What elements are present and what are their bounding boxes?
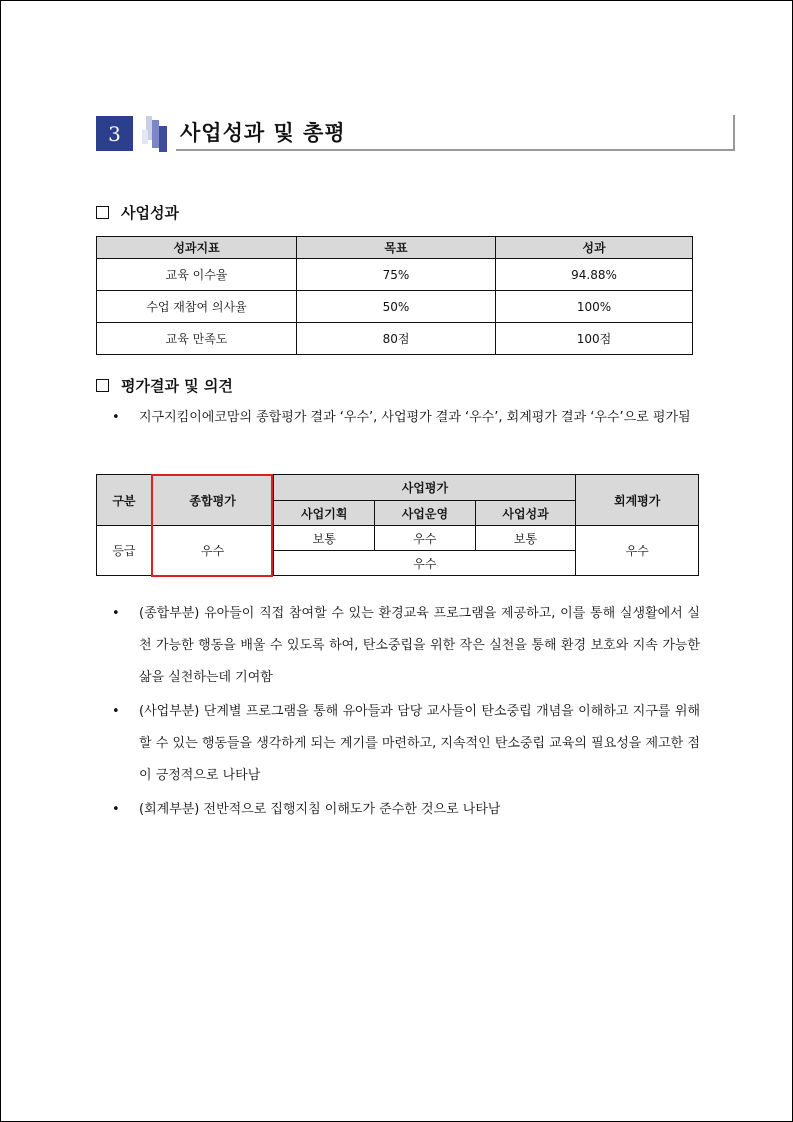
- operation-header: 사업운영: [375, 501, 476, 526]
- section-right-rule: [733, 115, 735, 151]
- performance-heading-text: 사업성과: [121, 204, 179, 222]
- table-row: [97, 291, 693, 323]
- bullet-icon: •: [112, 802, 120, 817]
- evaluation-heading-text: 평가결과 및 의견: [121, 377, 233, 395]
- performance-table: [96, 236, 693, 355]
- target-cell: 75%: [297, 259, 496, 291]
- table-header-cell: 성과: [496, 237, 693, 259]
- evaluation-summary: [112, 402, 700, 434]
- section-number-badge: 3: [96, 116, 133, 151]
- bullet-icon: •: [112, 606, 120, 621]
- opinion-item: [112, 794, 700, 826]
- evaluation-summary-text: 지구지킴이에코맘의 종합평가 결과 ‘우수’, 사업평가 결과 ‘우수’, 회계평가 결과 ‘우수’으로 평가됨: [139, 410, 691, 425]
- result-cell: 94.88%: [496, 259, 693, 291]
- table-row: [97, 259, 693, 291]
- target-cell: 80점: [297, 323, 496, 355]
- grade-label-cell: 등급: [97, 526, 152, 576]
- bullet-icon: •: [112, 704, 120, 719]
- overall-header: 종합평가: [151, 475, 274, 526]
- table-header-cell: 목표: [297, 237, 496, 259]
- planning-header: 사업기획: [274, 501, 375, 526]
- accounting-grade-cell: 우수: [576, 526, 699, 576]
- bullet-icon: •: [112, 410, 120, 425]
- result-cell: 100%: [496, 291, 693, 323]
- result-grade-cell: 보통: [475, 526, 576, 551]
- result-cell: 100점: [496, 323, 693, 355]
- business-header: 사업평가: [274, 475, 576, 501]
- checkbox-square-icon: [96, 379, 109, 392]
- operation-grade-cell: 우수: [375, 526, 476, 551]
- opinion-text: (종합부분) 유아들이 직접 참여할 수 있는 환경교육 프로그램을 제공하고, 이를 통해 실생활에서 실천 가능한 행동을 배울 수 있도록 하여, 탄소중립을 위한 작은 실천을 통해 환경 보호와 지속 가능한 삶을 실천하는데 기여함: [139, 606, 700, 685]
- overall-highlight-box: [151, 474, 273, 577]
- business-grade-cell: 우수: [274, 551, 576, 576]
- result-header: 사업성과: [475, 501, 576, 526]
- section-underline: [176, 149, 735, 151]
- section-decoration: [138, 116, 178, 152]
- checkbox-square-icon: [96, 206, 109, 219]
- performance-heading: [96, 202, 179, 223]
- opinion-item: [112, 598, 700, 694]
- opinion-text: (사업부분) 단계별 프로그램을 통해 유아들과 담당 교사들이 탄소중립 개념을 이해하고 지구를 위해 할 수 있는 행동들을 생각하게 되는 계기를 마련하고, 지속적인 탄소중립 교육의 필요성을 제고한 점이 긍정적으로 나타남: [139, 704, 700, 783]
- section-title: 사업성과 및 총평: [180, 121, 346, 145]
- indicator-cell: 교육 이수율: [97, 259, 297, 291]
- category-header: 구분: [97, 475, 152, 526]
- table-row: [97, 323, 693, 355]
- opinion-text: (회계부분) 전반적으로 집행지침 이해도가 준수한 것으로 나타남: [139, 802, 501, 817]
- table-header-cell: 성과지표: [97, 237, 297, 259]
- target-cell: 50%: [297, 291, 496, 323]
- accounting-header: 회계평가: [576, 475, 699, 526]
- indicator-cell: 수업 재참여 의사율: [97, 291, 297, 323]
- opinion-item: [112, 696, 700, 792]
- planning-grade-cell: 보통: [274, 526, 375, 551]
- indicator-cell: 교육 만족도: [97, 323, 297, 355]
- overall-grade-cell: 우수: [151, 526, 274, 576]
- evaluation-heading: [96, 375, 233, 396]
